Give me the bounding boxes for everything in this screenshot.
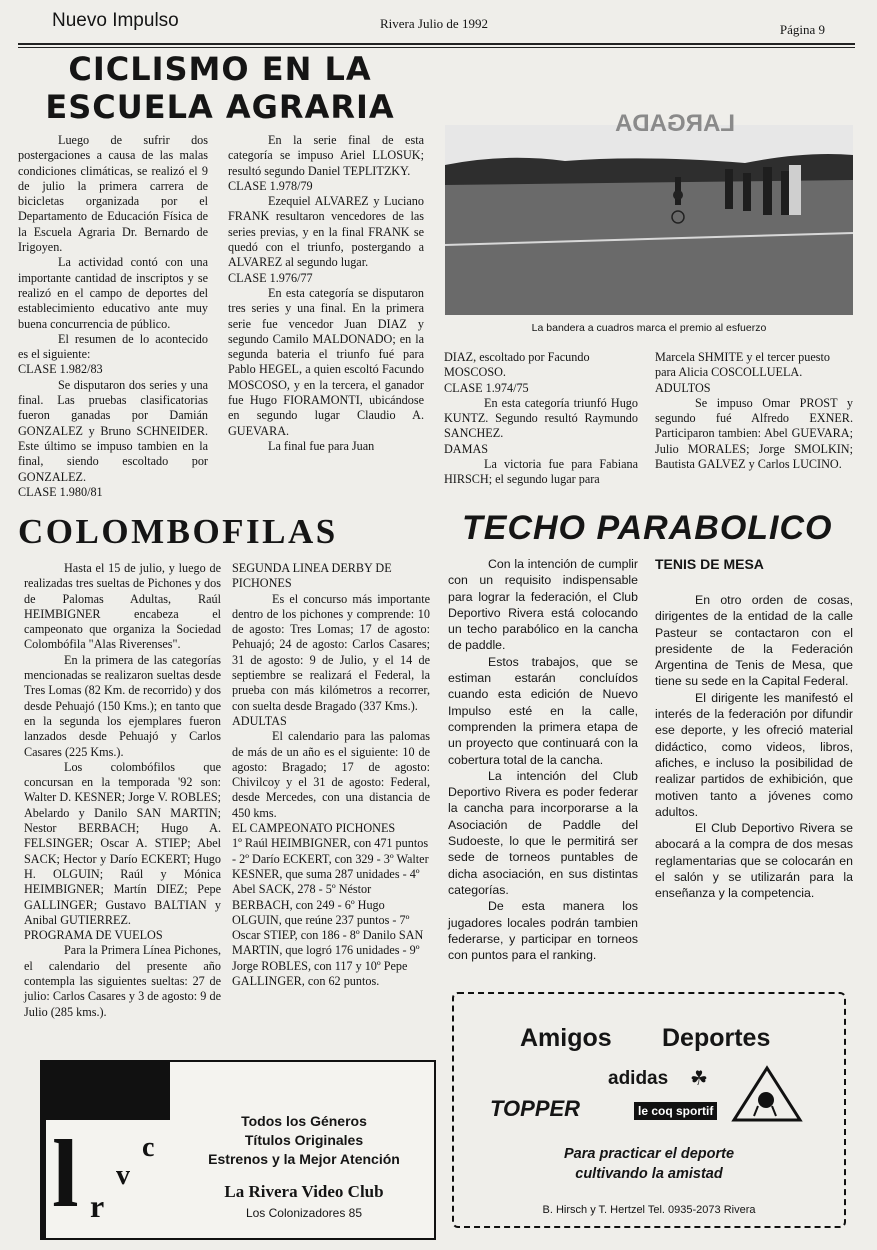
adidas-logo: adidas [608,1068,669,1089]
video-club-text [182,1112,426,1169]
ad-footer: B. Hirsch y T. Hertzel Tel. 0935-2073 Rivera [542,1204,756,1216]
paragraph: Estos trabajos, que se estiman estarán concluídos cuando esta edición de Nuevo Impulso esté en la calle, comprenden la primera etapa de un proyecto que continuará con la cobertura total de la cancha. [448,654,638,767]
race-photo-image [445,110,853,315]
paragraph: El calendario para las palomas de más de un año es el siguiente: 10 de agosto: Bragado; 17 de agosto: Chivilcoy y el 31 de agosto: Federal, desde Mercedes, con una distancia de 450 kms. [232,729,430,820]
ciclismo-col-4 [655,350,853,472]
colombofilas-col-2 [232,561,430,989]
paragraph: Es el concurso más importante dentro de los pichones y comprende: 10 de agosto: Tres Lomas; 17 de agosto: Pehuajó; 24 de agosto: Carlos Casares; 31 de agosto: 9 de Julio, y el 14 de septiembre se realizará el Federal, la prueba con más kilómetros a recorrer, con suelta desde Bragado (337 Kms.). [232,591,430,713]
paragraph: El dirigente les manifestó el interés de la federación por difundir ese deporte, y les ofreció material didáctico, como videos, libros, afiches, e incluso la posibilidad de realizar partidos de exhibición, que motiven tanto a jóvenes como adultos. [655,690,853,819]
paragraph: Para la Primera Línea Pichones, el calendario del presente año contempla las siguientes sueltas: 27 de julio: Carlos Casares y 3 de agosto: 9 de Julio (285 kms.). [24,943,221,1019]
ad-line: Estrenos y la Mejor Atención [208,1151,400,1167]
slogan-line: Para practicar el deporte [563,1146,735,1162]
ciclismo-col-3 [444,350,638,488]
subheading: ADULTOS [655,380,711,395]
subheading: DAMAS [444,441,489,456]
logo-letter: v [116,1160,130,1191]
colombofilas-title: COLOMBOFILAS [18,512,338,551]
ciclismo-title-line1: CICLISMO EN LA [68,50,372,88]
colombofilas-col-1 [24,561,221,1020]
paragraph: Los colombófilos que concursan en la temporada '92 son: Walter D. KESNER; Jorge V. ROBLES; Abelardo y Danilo SAN MARTIN; Nestor BERBACH; Hugo A. FELSINGER; Oscar A. STIEP; Abel SACK; Hector y Darío ECKERT; Hugo H. OLGUIN; Raúl y Mónica HEIMBIGNER; Martín DIEZ; Pepe GALLINGER; Gustavo BALTIAN y Anibal GUTIERREZ. [24,759,221,927]
subheading: PROGRAMA DE VUELOS [24,928,163,943]
techo-col-1 [448,556,638,963]
paragraph: Hasta el 15 de julio, y luego de realizadas tres sueltas de Pichones y dos de Palomas Adultas, Raúl HEIMBIGNER encabeza el campeonato que organiza la Sociedad Colombófila "Alas Riverenses". [24,561,221,652]
paragraph: Se disputaron dos series y una final. Las pruebas clasificatorias fueron ganadas por Damián GONZALEZ y Bruno SCHNEIDER. Este último se impuso tambien en la final, siendo escoltado por GONZALEZ. [18,377,208,484]
logo-letter: r [90,1188,105,1224]
paragraph: En la serie final de esta categoría se impuso Ariel LLOSUK; resultó segundo Daniel TEPLITZKY. [228,133,424,178]
ad-slogan [454,1144,844,1184]
paragraph: La intención del Club Deportivo Rivera es poder federar la cancha para incorporarse a la Asociación de Paddle del Sudoeste, lo que le permitirá ser sede de torneos puntables de dicha asociación, en sus distintas categorías. [448,768,638,897]
header-rule-thin [18,47,855,48]
lecoq-logo: le coq sportif [634,1102,717,1120]
tenis-col [655,592,853,902]
subheading: CLASE 1.980/81 [18,484,103,499]
paragraph: El resumen de lo acontecido es el siguiente: [18,331,208,362]
ad-word-amigos: Amigos [520,1024,612,1052]
rooster-triangle-icon [732,1066,802,1122]
ad-word-deportes: Deportes [662,1024,771,1052]
photo-caption: La bandera a cuadros marca el premio al esfuerzo [531,322,767,334]
paper-name: Nuevo Impulso [52,10,179,31]
slogan-line: cultivando la amistad [575,1166,723,1182]
paragraph: La final fue para Juan [268,438,375,453]
amigos-deportes-ad [452,992,846,1228]
paragraph: En esta categoría se disputaron tres series y una final. En la primera serie fue vencedor Juan DIAZ y segundo Camilo MALDONADO; en la segunda bateria el triunfo fué para Pablo HEGEL, a quien escoltó Facundo MOSCOSO, y en la tercera, el ganador fue Hugo FIORAMONTI, ubicándose en segundo lugar Claudio A. GUEVARA. [228,285,424,438]
subheading: EL CAMPEONATO PICHONES [232,821,396,836]
adidas-trefoil-icon: ☘ [690,1068,708,1090]
video-club-ad [40,1060,436,1240]
paragraph: DIAZ, escoltado por Facundo MOSCOSO. [444,350,590,380]
video-club-address: Los Colonizadores 85 [245,1206,363,1220]
ad-line: Títulos Originales [244,1132,364,1148]
paragraph: La actividad contó con una importante cantidad de inscriptos y se realizó en el campo de deportes del establecimiento educativo ante muy buena concurrencia de público. [18,255,208,331]
video-club-name: La Rivera Video Club [224,1182,384,1201]
paragraph: El Club Deportivo Rivera se abocará a la compra de dos mesas reglamentarias que se colocarán en el salón y se utilizarán para la enseñanza y la competencia. [655,821,853,901]
logo-letter: l [52,1120,79,1227]
paragraph: De esta manera los jugadores locales podrán tambien federarse, y participar en torneos con puntos para el ranking. [448,899,638,963]
page-number: Página 9 [779,22,825,37]
subheading: SEGUNDA LINEA DERBY DE PICHONES [232,561,392,591]
date-line: Rivera Julio de 1992 [380,16,488,31]
subheading: CLASE 1.982/83 [18,362,103,377]
paragraph: En otro orden de cosas, dirigentes de la entidad de la calle Pasteur se contactaron con el presidente de la Federación Argentina de Tenis de Mesa, que tiene su sede en la Capital Federal. [655,593,853,689]
paragraph: La victoria fue para Fabiana HIRSCH; el segundo lugar para [444,457,638,487]
paragraph: En la primera de las categorías mencionadas se realizaron sueltas desde Tres Lomas (82 Km. de recorrido) y dos desde Pehuajó (150 Kms.); en tanto que en la segunda los ejemplares fueron lanzados desde Pehuajó y Carlos Casares (225 Kms.). [24,652,221,759]
logo-letter: c [142,1132,155,1163]
paragraph: En esta categoría triunfó Hugo KUNTZ. Segundo resultó Raymundo SANCHEZ. [444,395,638,441]
paragraph: Ezequiel ALVAREZ y Luciano FRANK resultaron vencedores de las series previas, y en la final FRANK se quedó con el triunfo, postergando a ALVAREZ al segundo lugar. [228,194,424,270]
ciclismo-col-2 [228,133,424,454]
ciclismo-title-line2: ESCUELA AGRARIA [45,88,395,126]
paragraph: Luego de sufrir dos postergaciones a causa de las malas condiciones climáticas, se realizó el 9 de julio la primera carrera de bicicletas organizada por el Departamento de Educación Física de la Escuela Agraria Dr. Bernardo de Irigoyen. [18,133,208,255]
tenis-title: TENIS DE MESA [655,556,764,572]
subheading: CLASE 1.976/77 [228,270,313,285]
subheading: CLASE 1.978/79 [228,178,313,193]
photo-banner-text: LARGADA [615,110,735,137]
header-rule [18,43,855,45]
ad-line: Todos los Géneros [241,1113,367,1129]
techo-title: TECHO PARABOLICO [462,509,833,547]
paragraph: Con la intención de cumplir con un requisito indispensable para lograr la federación, el Club Deportivo Rivera está colocando un techo parabólico en la cancha de paddle. [448,557,638,653]
video-club-logo [42,1062,170,1238]
topper-logo: TOPPER [490,1096,581,1121]
ciclismo-col-1 [18,133,208,500]
subheading: ADULTAS [232,713,287,728]
subheading: CLASE 1.974/75 [444,380,529,395]
page-header [18,8,855,38]
paragraph: Se impuso Omar PROST y segundo fué Alfredo EXNER. Participaron tambien: Abel GUEVARA; Julio MORALES; Jorge SMOLKIN; Bautista GALVEZ y Carlos LUCINO. [655,395,853,472]
ciclismo-title [20,50,420,126]
paragraph: 1º Raúl HEIMBIGNER, con 471 puntos - 2º Darío ECKERT, con 329 - 3º Walter KESNER, que suma 287 unidades - 4º Abel SACK, 278 - 5º Néstor BERBACH, con 249 - 6º Hugo OLGUIN, que reúne 237 puntos - 7º Oscar STIEP, con 186 - 8º Danilo SAN MARTIN, que logró 176 unidades - 9º Jorge ROBLES, con 117 y 10º Pepe GALLINGER, con 62 puntos. [232,836,429,989]
paragraph: Marcela SHMITE y el tercer puesto para Alicia COSCOLLUELA. [655,350,830,380]
race-photo [445,110,853,315]
